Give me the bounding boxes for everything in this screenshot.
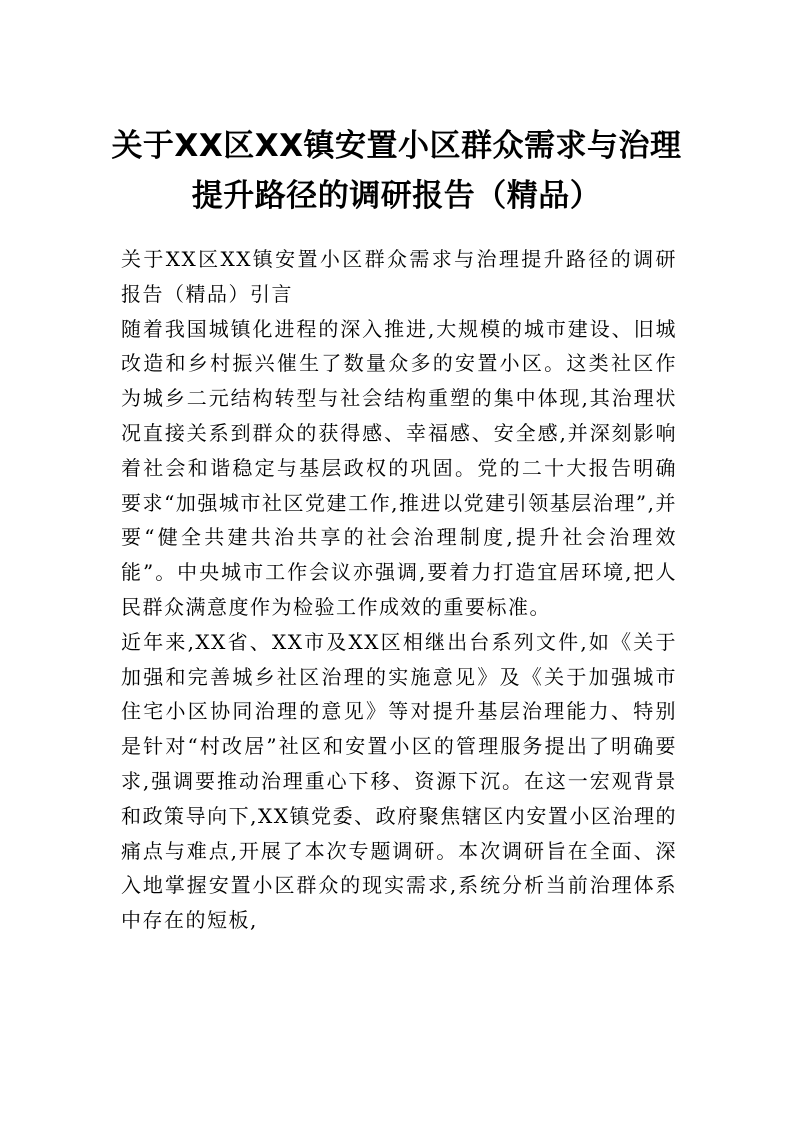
body-paragraph-intro: 关于XX区XX镇安置小区群众需求与治理提升路径的调研报告（精品）引言	[121, 247, 677, 306]
document-title: 关于XX区XX镇安置小区群众需求与治理提升路径的调研报告（精品）	[111, 128, 682, 214]
document-body	[121, 242, 677, 938]
body-paragraph-background: 随着我国城镇化进程的深入推进,大规模的城市建设、旧城改造和乡村振兴催生了数量众多的安置小区。这类社区作为城乡二元结构转型与社会结构重塑的集中体现,其治理状况直接关系到群众的获得感、幸福感、安全感,并深刻影响着社会和谐稳定与基层政权的巩固。党的二十大报告明确要求“加强城市社区党建工作,推进以党建引领基层治理”,并要“健全共建共治共享的社会治理制度,提升社会治理效能”。中央城市工作会议亦强调,要着力打造宜居环境,把人民群众满意度作为检验工作成效的重要标准。	[121, 316, 677, 619]
body-paragraph-policy: 近年来,XX省、XX市及XX区相继出台系列文件,如《关于加强和完善城乡社区治理的实施意见》及《关于加强城市住宅小区协同治理的意见》等对提升基层治理能力、特别是针对“村改居”社区和安置小区的管理服务提出了明确要求,强调要推动治理重心下移、资源下沉。在这一宏观背景和政策导向下,XX镇党委、政府聚焦辖区内安置小区治理的痛点与难点,开展了本次专题调研。本次调研旨在全面、深入地掌握安置小区群众的现实需求,系统分析当前治理体系中存在的短板,	[121, 629, 677, 933]
